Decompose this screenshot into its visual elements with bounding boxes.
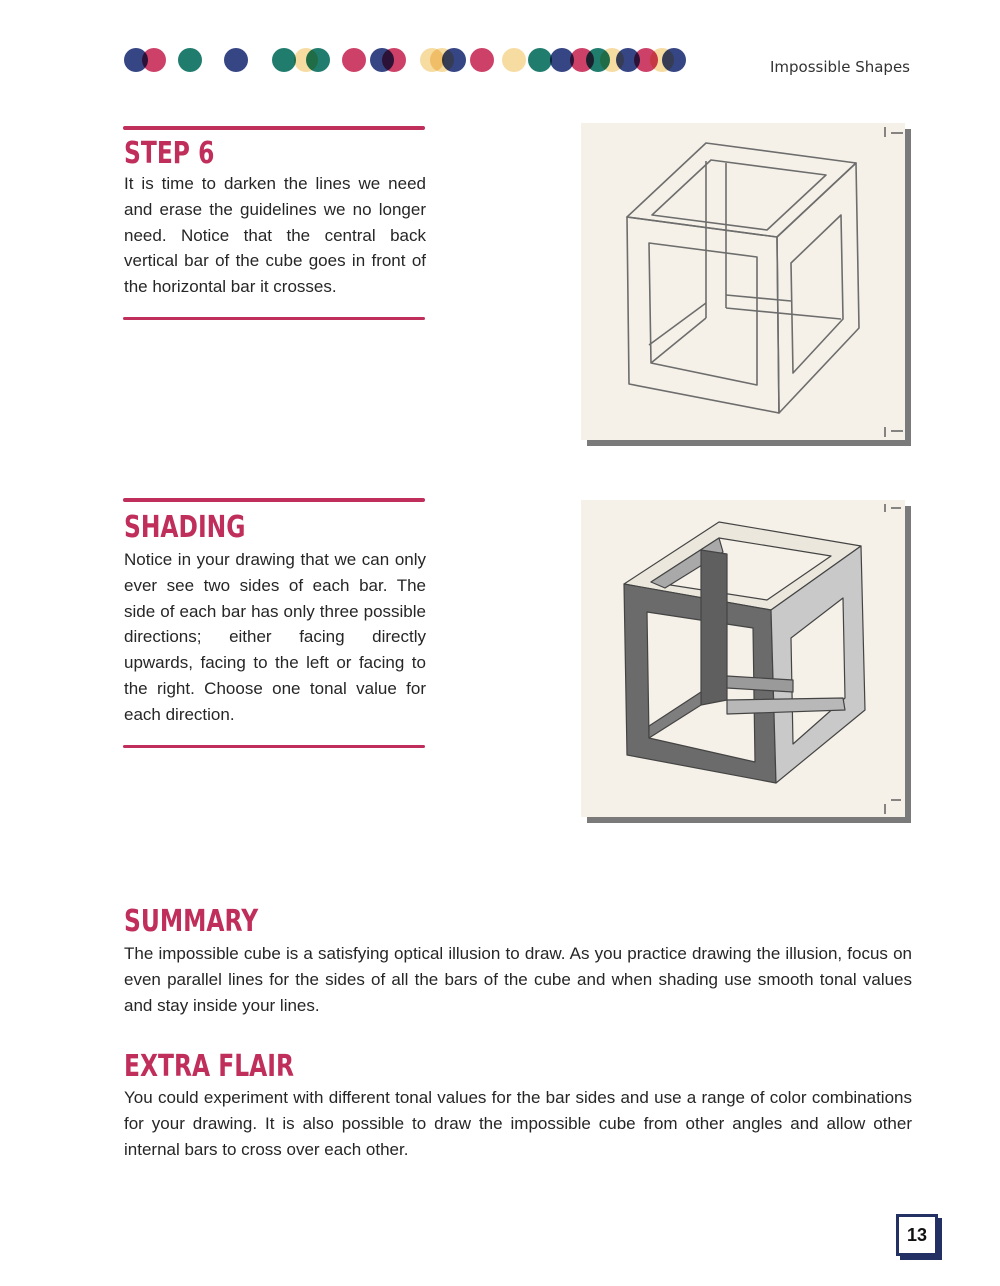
impossible-cube-shaded-drawing [581, 500, 905, 817]
extra-flair-heading: EXTRA FLAIR [124, 1049, 295, 1084]
extra-flair-body: You could experiment with different tonal values for the bar sides and use a range of color combinations for your drawing. It is also possible to draw the impossible cube from other angles and allow other internal bars to cross over each other. [124, 1088, 912, 1159]
shading-heading: SHADING [124, 510, 246, 545]
summary-heading: SUMMARY [124, 904, 259, 939]
cube-shaded-illustration [581, 500, 905, 817]
decorative-dot [442, 48, 466, 72]
cube-line-illustration [581, 123, 905, 440]
section-rule-top [123, 126, 425, 130]
decorative-dot [662, 48, 686, 72]
decorative-dot [502, 48, 526, 72]
decorative-dot-band [124, 48, 694, 74]
decorative-dot [272, 48, 296, 72]
decorative-dot [142, 48, 166, 72]
decorative-dot [470, 48, 494, 72]
decorative-dot [306, 48, 330, 72]
running-head: Impossible Shapes [769, 58, 910, 76]
impossible-cube-line-drawing [581, 123, 905, 440]
decorative-dot [528, 48, 552, 72]
decorative-dot [382, 48, 406, 72]
shading-body: Notice in your drawing that we can only ever see two sides of each bar. The side of each bar has only three possible directions; either facing directly upwards, facing to the left or facing to the right. Choose one tonal value for each direction. [124, 550, 426, 724]
step-6-body: It is time to darken the lines we need and erase the guidelines we no longer need. Notice that the central back vertical bar of the cube goes in front of the horizontal bar it crosses. [124, 174, 426, 297]
decorative-dot [178, 48, 202, 72]
decorative-dot [342, 48, 366, 72]
section-rule-bottom [123, 317, 425, 320]
step-6-heading: STEP 6 [124, 136, 215, 171]
decorative-dot [224, 48, 248, 72]
section-rule-top [123, 498, 425, 502]
page-number: 13 [896, 1214, 938, 1256]
summary-body: The impossible cube is a satisfying optical illusion to draw. As you practice drawing the illusion, focus on even parallel lines for the sides of all the bars of the cube and when shading use smooth tonal values and stay inside your lines. [124, 944, 912, 1015]
section-rule-bottom [123, 745, 425, 748]
